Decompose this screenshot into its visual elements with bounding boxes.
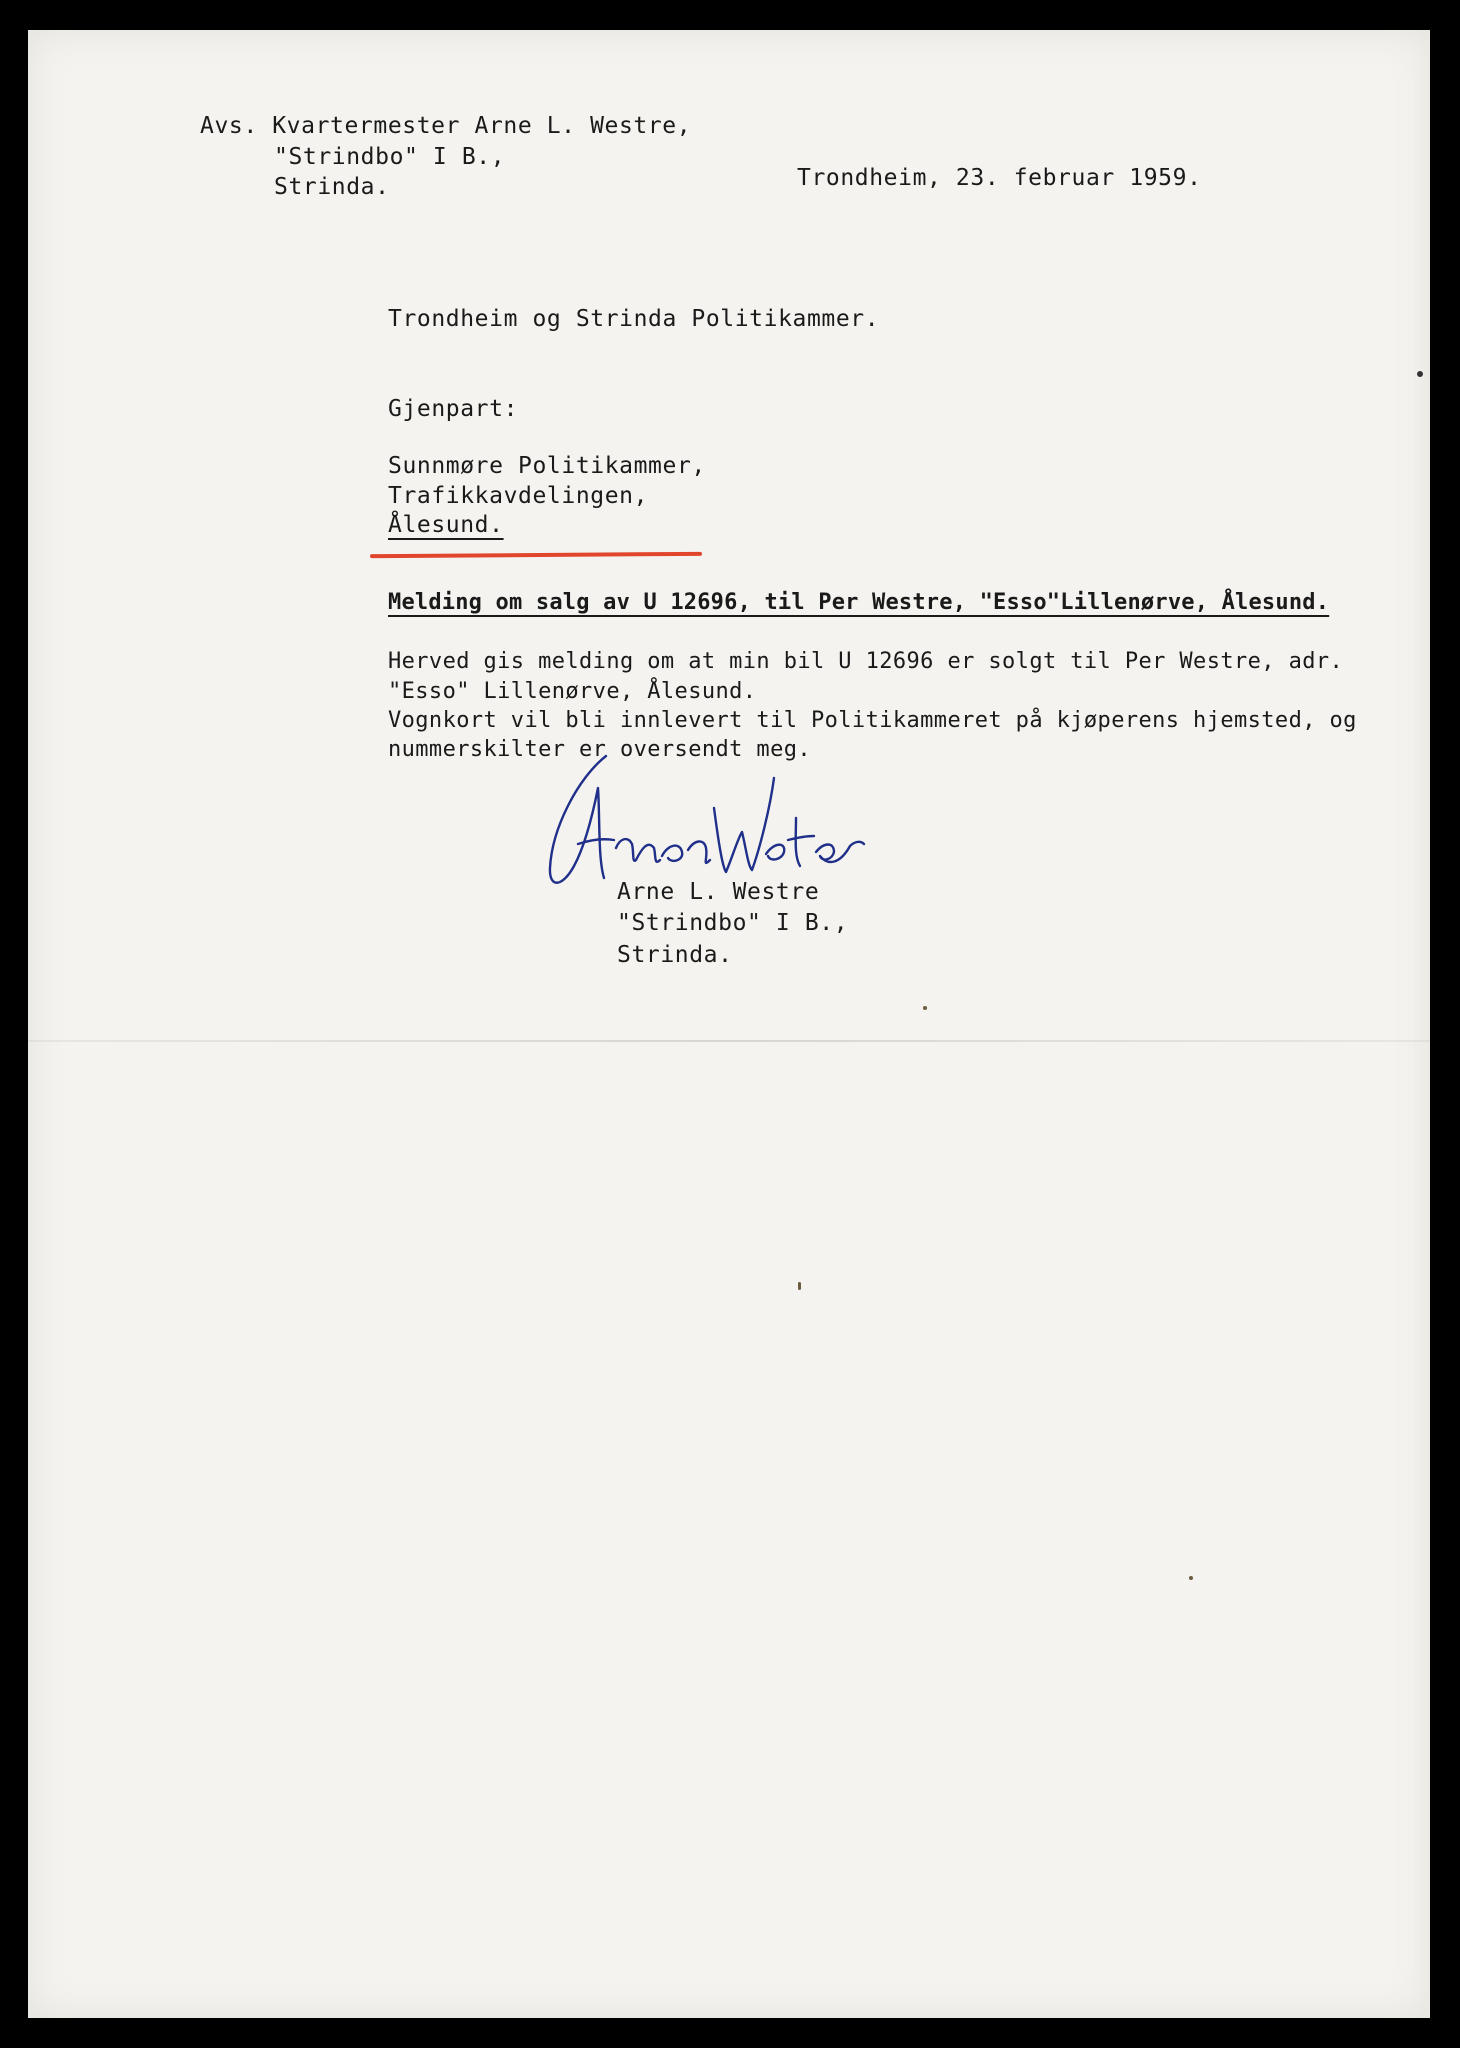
copy-label: Gjenpart: (388, 396, 519, 422)
body-line-4: nummerskilter er oversendt meg. (388, 737, 811, 762)
sender-line-2: "Strindbo" I B., (274, 144, 506, 170)
sender-line-1: Avs. Kvartermester Arne L. Westre, (200, 113, 692, 139)
paper-speck (923, 1006, 927, 1010)
body-line-2: "Esso" Lillenørve, Ålesund. (388, 679, 757, 704)
sender-line-3: Strinda. (274, 174, 390, 200)
place-date: Trondheim, 23. februar 1959. (797, 165, 1202, 191)
paper-speck (1417, 371, 1423, 377)
copy-to-line-2: Trafikkavdelingen, (388, 483, 649, 509)
signature-line-2: "Strindbo" I B., (617, 910, 849, 936)
signature-line-3: Strinda. (617, 942, 733, 968)
paper-speck (1189, 1576, 1193, 1580)
copy-to-line-1: Sunnmøre Politikammer, (388, 453, 706, 479)
paper-speck (798, 1282, 801, 1290)
body-line-1: Herved gis melding om at min bil U 12696 er solgt til Per Westre, adr. (388, 649, 1344, 674)
subject-line: Melding om salg av U 12696, til Per Westre, "Esso"Lillenørve, Ålesund. (388, 590, 1330, 615)
body-line-3: Vognkort vil bli innlevert til Politikammeret på kjøperens hjemsted, og (388, 708, 1357, 733)
recipient: Trondheim og Strinda Politikammer. (388, 306, 880, 332)
signature-name: Arne L. Westre (617, 879, 820, 905)
fold-crease (28, 1040, 1430, 1042)
copy-to-line-3: Ålesund. (388, 512, 504, 538)
